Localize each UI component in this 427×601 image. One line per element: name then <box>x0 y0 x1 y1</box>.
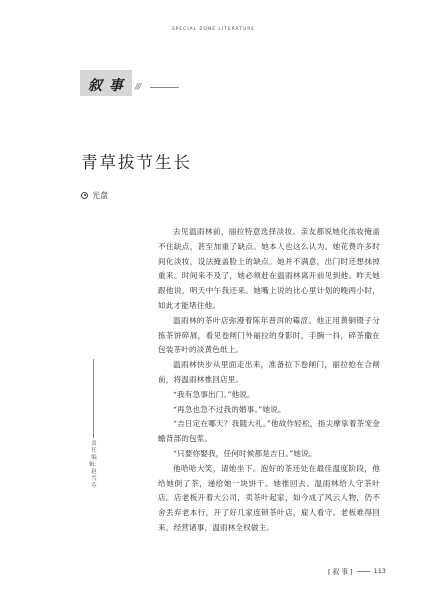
footer-section-label: [ 叙 事 ] <box>328 568 353 576</box>
page-footer <box>328 566 386 576</box>
body-paragraph: 温雨林快步从里面走出来，准备拉下卷闸门，丽拉抢在合闸前，将温雨林推回店里。 <box>158 360 380 384</box>
body-paragraph: 他哈哈大笑，请她坐下。泡好的茶还处在最佳温度阶段，他给她倒了茶，递给她一块饼干。她推回去。温雨林给人守茶叶店。店老板开着大公司，卖茶叶起家，如今成了风云人物，仍不舍丢弃老本行，开了好几家连锁茶叶店，雇人看守。老板难得回来，经营诸事，温雨林全权做主。 <box>158 463 380 532</box>
section-rule <box>150 87 179 88</box>
body-paragraph: 去见温雨林前，丽拉特意选择淡妆。亲友都说她化浓妆掩盖不住缺点，甚至加重了缺点。她本人也这么认为。她花费许多时间化淡妆，设法掩盖脸上的缺点。她并不满意，出门时还想抹掉重来。时间来不及了，她必须赶在温雨林离开前见到他。昨天她跟他说，明天中午我还来。她嘴上说的比心里计划的晚两小时，如此才能堵住他。 <box>158 227 380 310</box>
circle-bullet-icon <box>81 192 88 199</box>
section-slashes: /// <box>135 82 141 91</box>
body-paragraph: “吉日定在哪天？我随大礼。”他故作轻松，指尖摩挲着茶宠金蟾背部的包浆。 <box>158 419 380 444</box>
page-number: 113 <box>373 567 386 575</box>
section-title: 叙 事 <box>88 78 124 94</box>
editor-credit-rule <box>93 359 94 438</box>
footer-rule <box>357 571 370 572</box>
body-paragraph: “我有急事出门。”他说。 <box>173 389 255 399</box>
author-line <box>81 189 108 201</box>
running-head: SPECIAL ZONE LITERATURE <box>171 27 256 32</box>
article-title: 青草拔节生长 <box>81 153 192 172</box>
article-body <box>158 225 380 536</box>
body-paragraph: 温雨林的茶叶店弥漫着陈年普洱的霉涩。他正用黄铜镊子分拣茶饼碎屑，看见卷闸门外丽拉的身影时，手腕一抖，碎茶撒在包装茶叶的淡黄色纸上。 <box>158 315 380 355</box>
body-paragraph: “只要你娶我，任何时候都是吉日。”她说。 <box>173 448 317 458</box>
author-name: 光盘 <box>92 190 108 200</box>
editor-credit: 责任编辑：赵雪芬 <box>89 441 100 489</box>
body-paragraph: “再急也急不过我的婚事。”她说。 <box>173 404 286 414</box>
